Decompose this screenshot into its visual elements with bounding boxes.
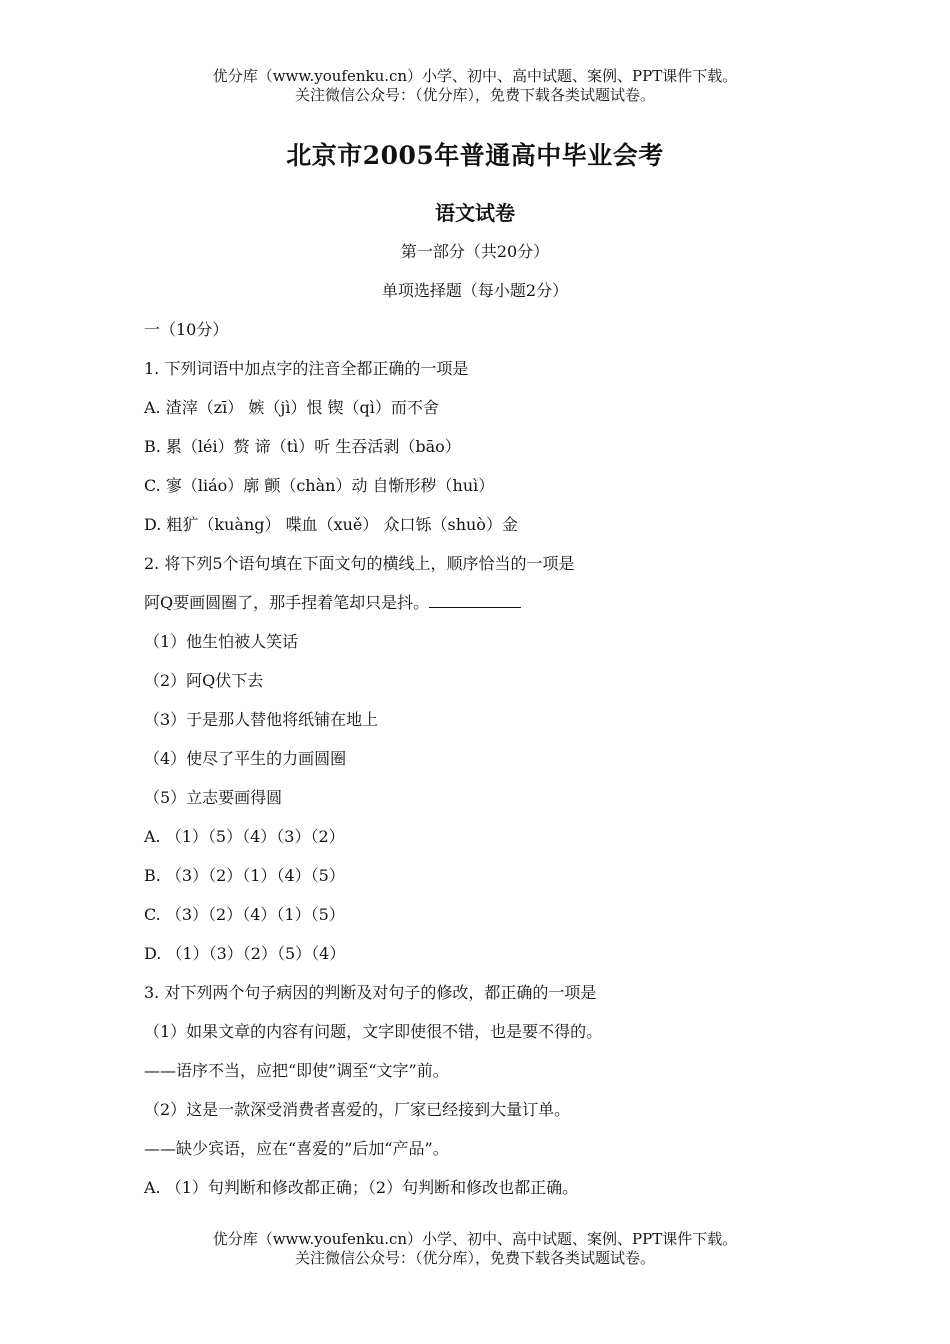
exam-subtitle: 语文试卷 xyxy=(435,201,515,225)
question-2-stem: 2. 将下列5个语句填在下面文句的横线上，顺序恰当的一项是 xyxy=(144,554,575,573)
section-heading: 单项选择题（每小题2分） xyxy=(381,281,569,300)
part-heading: 第一部分（共20分） xyxy=(400,242,550,261)
question-3-sentence-1: （1）如果文章的内容有问题，文字即使很不错，也是要不得的。 xyxy=(144,1022,603,1041)
question-1-stem: 1. 下列词语中加点字的注音全都正确的一项是 xyxy=(144,359,469,378)
question-3-analysis-2: ——缺少宾语，应在“喜爱的”后加“产品”。 xyxy=(144,1139,449,1158)
question-2-item-3: （3）于是那人替他将纸铺在地上 xyxy=(144,710,379,729)
question-2-item-4: （4）使尽了平生的力画圆圈 xyxy=(144,749,347,768)
question-2-option-b: B. （3）（2）（1）（4）（5） xyxy=(144,866,345,885)
question-2-option-a: A. （1）（5）（4）（3）（2） xyxy=(144,827,345,846)
question-2-context-text: 阿Q要画圆圈了，那手捏着笔却只是抖。 xyxy=(144,593,430,612)
question-3-option-a: A. （1）句判断和修改都正确；（2）句判断和修改也都正确。 xyxy=(144,1178,579,1197)
question-2-option-d: D. （1）（3）（2）（5）（4） xyxy=(144,944,346,963)
question-3-stem: 3. 对下列两个句子病因的判断及对句子的修改，都正确的一项是 xyxy=(144,983,597,1002)
question-2-item-1: （1）他生怕被人笑话 xyxy=(144,632,299,651)
question-1-option-d: D. 粗犷（kuàng） 喋血（xuě） 众口铄（shuò）金 xyxy=(144,515,518,534)
question-1-option-a: A. 渣滓（zī） 嫉（jì）恨 锲（qì）而不舍 xyxy=(144,398,439,417)
question-3-analysis-1: ——语序不当，应把“即使”调至“文字”前。 xyxy=(144,1061,449,1080)
question-2-item-5: （5）立志要画得圆 xyxy=(144,788,283,807)
page-title: 北京市2005年普通高中毕业会考 xyxy=(286,141,664,170)
header-banner-line-2: 关注微信公众号：（优分库），免费下载各类试题试卷。 xyxy=(294,86,655,104)
question-3-sentence-2: （2）这是一款深受消费者喜爱的，厂家已经接到大量订单。 xyxy=(144,1100,571,1119)
group-heading: 一（10分） xyxy=(144,320,229,339)
header-banner-line-1: 优分库（www.youfenku.cn）小学、初中、高中试题、案例、PPT课件下载。 xyxy=(212,67,738,85)
footer-banner-line-1: 优分库（www.youfenku.cn）小学、初中、高中试题、案例、PPT课件下载。 xyxy=(212,1230,738,1248)
answer-blank-line xyxy=(429,593,521,608)
question-2-context xyxy=(144,590,521,613)
question-2-option-c: C. （3）（2）（4）（1）（5） xyxy=(144,905,345,924)
question-1-option-b: B. 累（léi）赘 谛（tì）听 生吞活剥（bāo） xyxy=(144,437,461,456)
question-1-option-c: C. 寥（liáo）廓 颤（chàn）动 自惭形秽（huì） xyxy=(144,476,495,495)
footer-banner-line-2: 关注微信公众号：（优分库），免费下载各类试题试卷。 xyxy=(294,1249,655,1267)
question-2-item-2: （2）阿Q伏下去 xyxy=(144,671,264,690)
